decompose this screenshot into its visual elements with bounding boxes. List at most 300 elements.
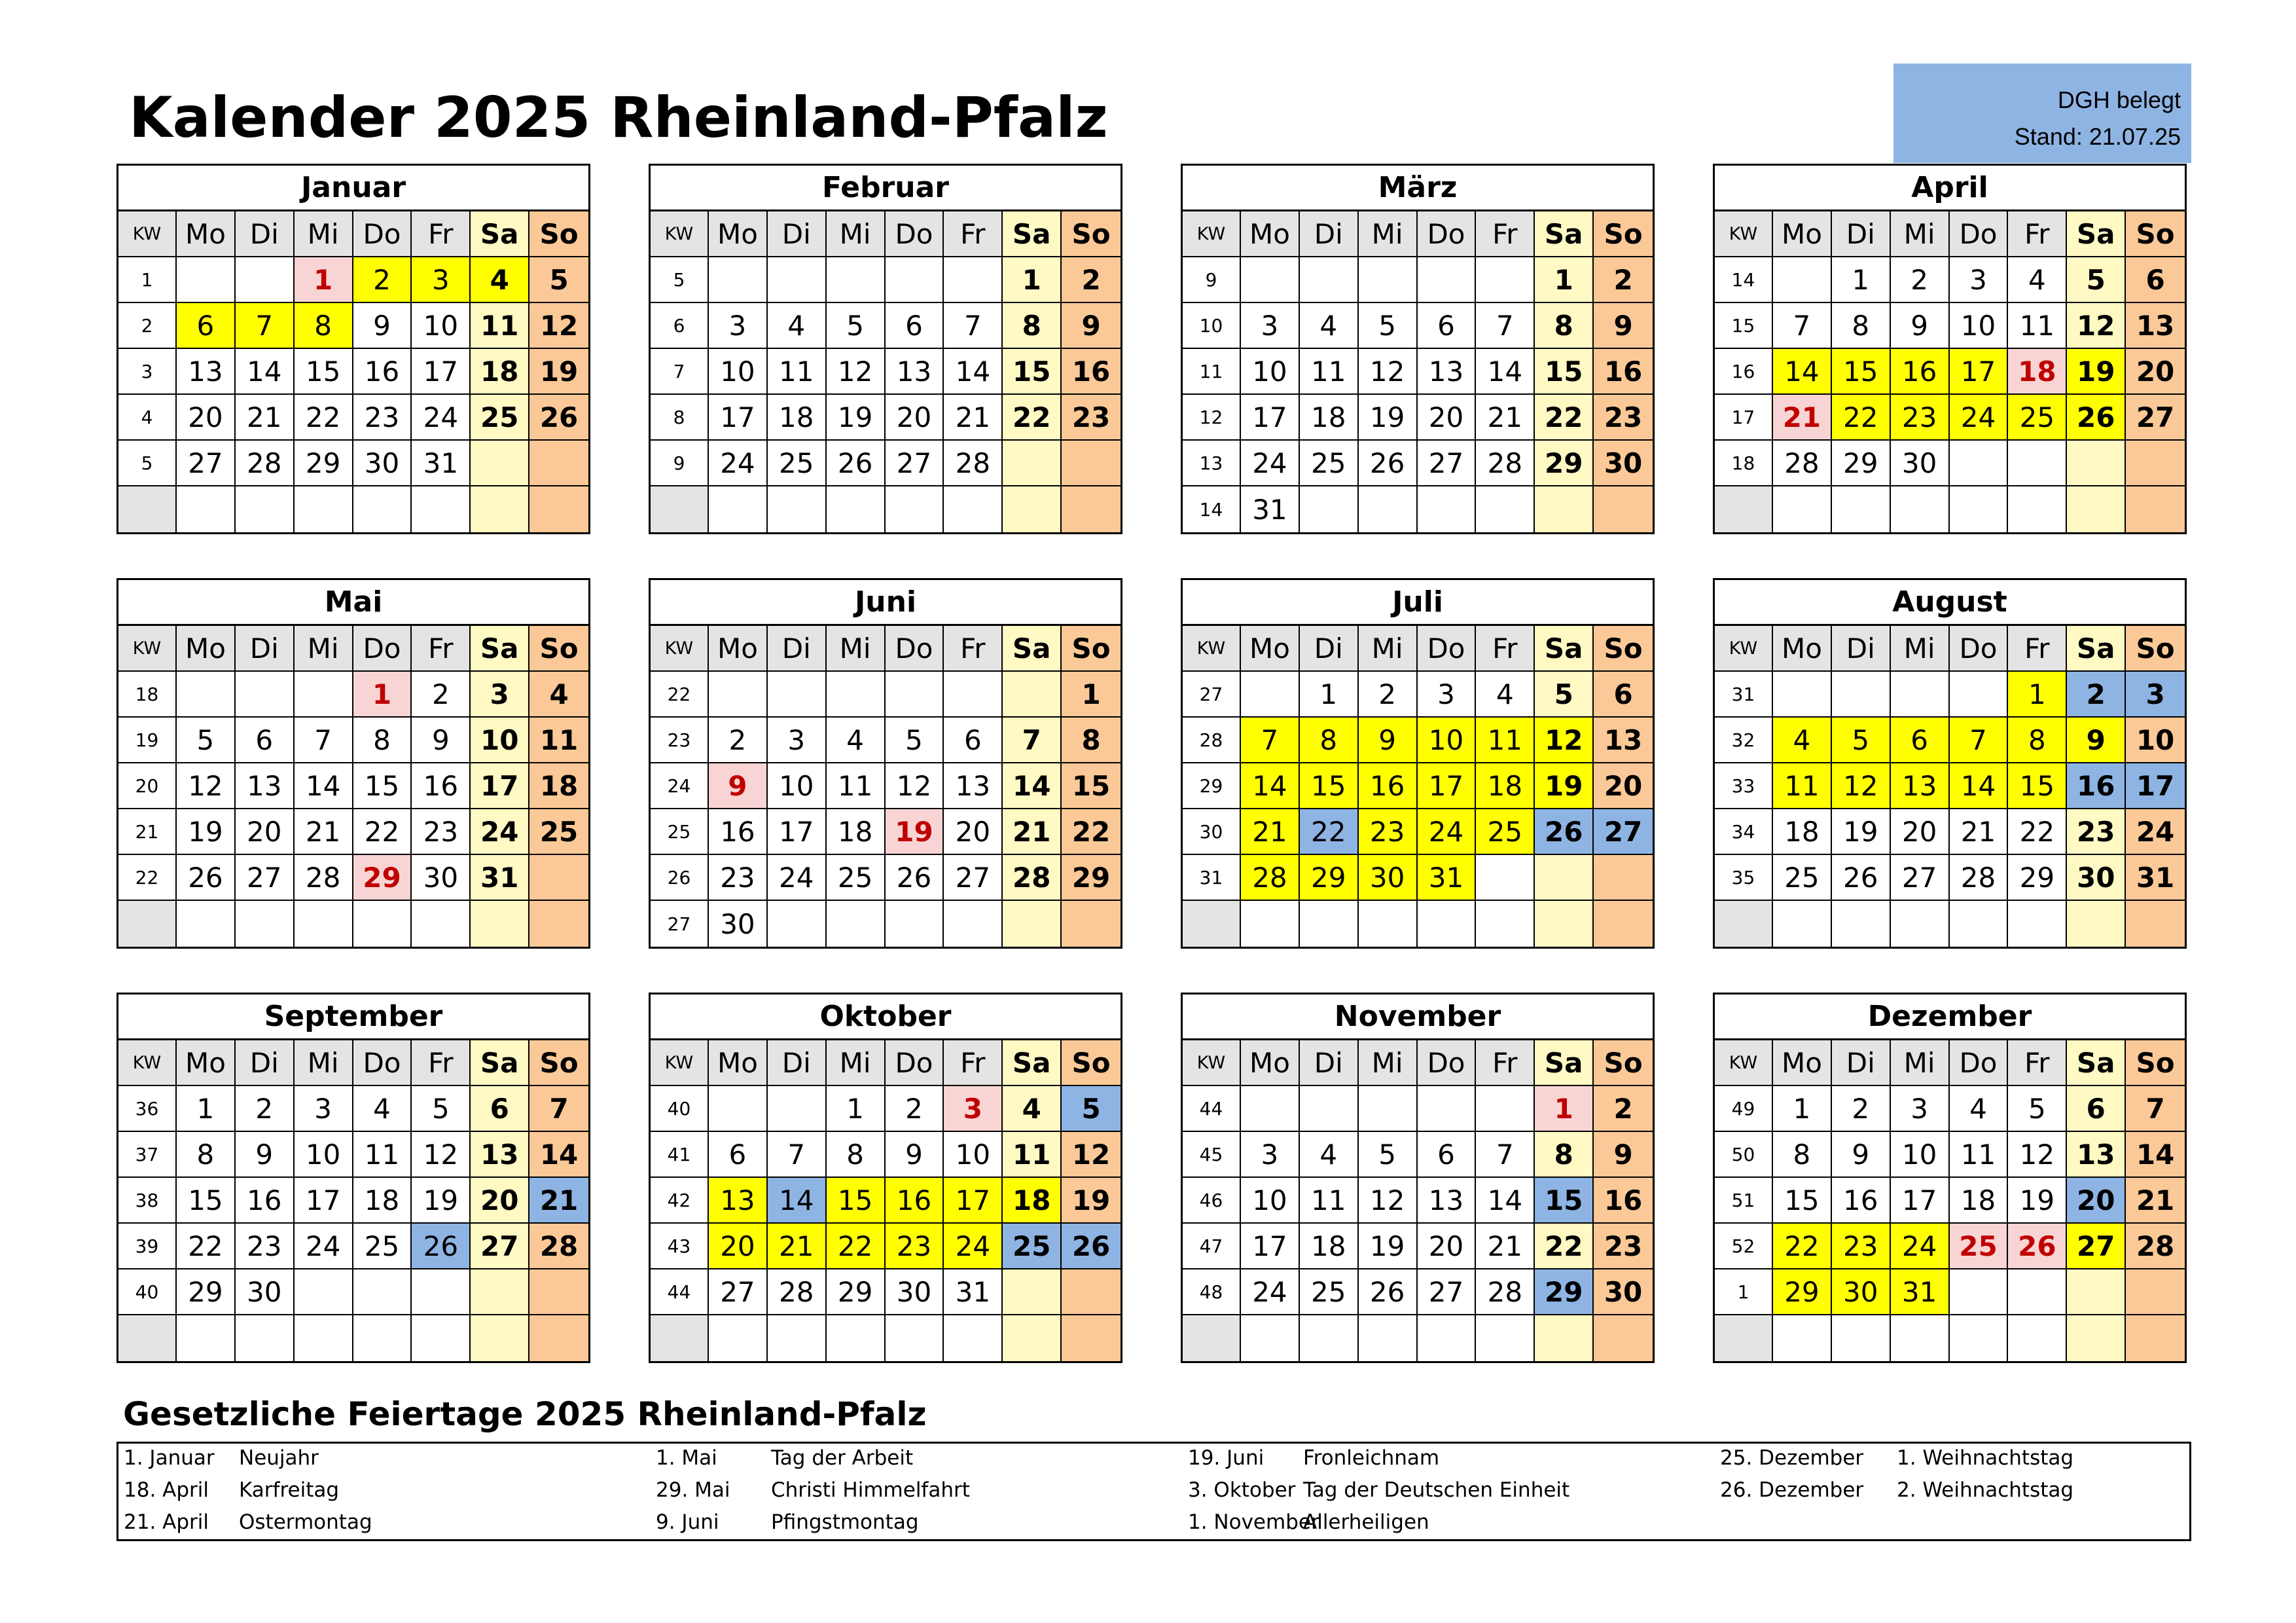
day-cell[interactable]: 16 xyxy=(1891,349,1950,395)
day-cell[interactable] xyxy=(1832,901,1891,947)
day-cell[interactable]: 18 xyxy=(1300,395,1359,441)
day-cell[interactable] xyxy=(529,855,588,901)
day-cell[interactable] xyxy=(1300,486,1359,532)
day-cell[interactable] xyxy=(2067,486,2126,532)
day-cell[interactable] xyxy=(2008,1315,2067,1361)
day-cell[interactable] xyxy=(1773,486,1832,532)
day-cell[interactable] xyxy=(1476,1315,1535,1361)
day-cell[interactable]: 4 xyxy=(1950,1086,2009,1132)
day-cell[interactable]: 7 xyxy=(236,303,295,349)
day-cell[interactable]: 29 xyxy=(353,855,412,901)
day-cell[interactable] xyxy=(1832,1315,1891,1361)
day-cell[interactable]: 18 xyxy=(827,809,886,855)
day-cell[interactable] xyxy=(827,672,886,718)
day-cell[interactable]: 30 xyxy=(886,1269,944,1315)
day-cell[interactable]: 1 xyxy=(1300,672,1359,718)
day-cell[interactable]: 10 xyxy=(1241,1178,1300,1224)
day-cell[interactable]: 28 xyxy=(1476,1269,1535,1315)
day-cell[interactable]: 20 xyxy=(236,809,295,855)
day-cell[interactable]: 17 xyxy=(2126,763,2185,809)
day-cell[interactable]: 2 xyxy=(1594,1086,1653,1132)
day-cell[interactable]: 21 xyxy=(236,395,295,441)
day-cell[interactable]: 26 xyxy=(529,395,588,441)
day-cell[interactable]: 12 xyxy=(2067,303,2126,349)
day-cell[interactable]: 5 xyxy=(1535,672,1594,718)
day-cell[interactable] xyxy=(236,257,295,303)
day-cell[interactable] xyxy=(1891,1315,1950,1361)
day-cell[interactable]: 16 xyxy=(1062,349,1121,395)
day-cell[interactable]: 15 xyxy=(1062,763,1121,809)
day-cell[interactable]: 17 xyxy=(1241,1224,1300,1269)
day-cell[interactable]: 12 xyxy=(886,763,944,809)
day-cell[interactable]: 3 xyxy=(1950,257,2009,303)
day-cell[interactable]: 20 xyxy=(886,395,944,441)
day-cell[interactable] xyxy=(1062,486,1121,532)
day-cell[interactable]: 9 xyxy=(1062,303,1121,349)
day-cell[interactable] xyxy=(1832,486,1891,532)
day-cell[interactable] xyxy=(1062,441,1121,486)
day-cell[interactable]: 24 xyxy=(1891,1224,1950,1269)
day-cell[interactable]: 11 xyxy=(1950,1132,2009,1178)
day-cell[interactable] xyxy=(295,901,353,947)
day-cell[interactable] xyxy=(1418,257,1477,303)
day-cell[interactable]: 5 xyxy=(886,718,944,763)
day-cell[interactable]: 24 xyxy=(2126,809,2185,855)
day-cell[interactable]: 2 xyxy=(1359,672,1418,718)
day-cell[interactable]: 3 xyxy=(412,257,471,303)
day-cell[interactable] xyxy=(353,486,412,532)
day-cell[interactable] xyxy=(177,257,236,303)
day-cell[interactable]: 18 xyxy=(768,395,827,441)
day-cell[interactable]: 28 xyxy=(768,1269,827,1315)
day-cell[interactable]: 14 xyxy=(1241,763,1300,809)
day-cell[interactable] xyxy=(529,1269,588,1315)
day-cell[interactable] xyxy=(353,901,412,947)
day-cell[interactable]: 6 xyxy=(1418,303,1477,349)
day-cell[interactable] xyxy=(1535,486,1594,532)
day-cell[interactable]: 28 xyxy=(1241,855,1300,901)
day-cell[interactable] xyxy=(529,901,588,947)
day-cell[interactable]: 16 xyxy=(412,763,471,809)
day-cell[interactable] xyxy=(1950,486,2009,532)
day-cell[interactable]: 21 xyxy=(944,395,1003,441)
day-cell[interactable]: 2 xyxy=(236,1086,295,1132)
day-cell[interactable] xyxy=(1241,672,1300,718)
day-cell[interactable]: 16 xyxy=(1594,1178,1653,1224)
day-cell[interactable]: 3 xyxy=(944,1086,1003,1132)
day-cell[interactable] xyxy=(471,1315,529,1361)
day-cell[interactable] xyxy=(709,1315,768,1361)
day-cell[interactable]: 15 xyxy=(1832,349,1891,395)
day-cell[interactable]: 10 xyxy=(1241,349,1300,395)
day-cell[interactable]: 12 xyxy=(412,1132,471,1178)
day-cell[interactable]: 1 xyxy=(295,257,353,303)
day-cell[interactable]: 13 xyxy=(1418,1178,1477,1224)
day-cell[interactable]: 8 xyxy=(353,718,412,763)
day-cell[interactable]: 31 xyxy=(1241,486,1300,532)
day-cell[interactable]: 5 xyxy=(827,303,886,349)
day-cell[interactable] xyxy=(1359,257,1418,303)
day-cell[interactable]: 27 xyxy=(2126,395,2185,441)
day-cell[interactable] xyxy=(529,486,588,532)
day-cell[interactable]: 29 xyxy=(1535,441,1594,486)
day-cell[interactable]: 2 xyxy=(412,672,471,718)
day-cell[interactable] xyxy=(2008,1269,2067,1315)
day-cell[interactable]: 8 xyxy=(1773,1132,1832,1178)
day-cell[interactable] xyxy=(768,901,827,947)
day-cell[interactable]: 13 xyxy=(1594,718,1653,763)
day-cell[interactable]: 28 xyxy=(236,441,295,486)
day-cell[interactable]: 30 xyxy=(709,901,768,947)
day-cell[interactable]: 1 xyxy=(2008,672,2067,718)
day-cell[interactable]: 16 xyxy=(1594,349,1653,395)
day-cell[interactable] xyxy=(471,441,529,486)
day-cell[interactable] xyxy=(2126,1315,2185,1361)
day-cell[interactable]: 17 xyxy=(1241,395,1300,441)
day-cell[interactable]: 1 xyxy=(1773,1086,1832,1132)
day-cell[interactable]: 18 xyxy=(1003,1178,1062,1224)
day-cell[interactable] xyxy=(1300,1315,1359,1361)
day-cell[interactable]: 10 xyxy=(1418,718,1477,763)
day-cell[interactable]: 30 xyxy=(1832,1269,1891,1315)
day-cell[interactable]: 1 xyxy=(1832,257,1891,303)
day-cell[interactable] xyxy=(353,1315,412,1361)
day-cell[interactable]: 22 xyxy=(1535,395,1594,441)
day-cell[interactable]: 8 xyxy=(1832,303,1891,349)
day-cell[interactable] xyxy=(768,486,827,532)
day-cell[interactable]: 17 xyxy=(1418,763,1477,809)
day-cell[interactable] xyxy=(1594,1315,1653,1361)
day-cell[interactable] xyxy=(1418,1315,1477,1361)
day-cell[interactable]: 14 xyxy=(768,1178,827,1224)
day-cell[interactable]: 10 xyxy=(709,349,768,395)
day-cell[interactable]: 9 xyxy=(412,718,471,763)
day-cell[interactable]: 7 xyxy=(295,718,353,763)
day-cell[interactable]: 15 xyxy=(353,763,412,809)
day-cell[interactable]: 26 xyxy=(2067,395,2126,441)
day-cell[interactable]: 7 xyxy=(1476,1132,1535,1178)
day-cell[interactable] xyxy=(412,486,471,532)
day-cell[interactable]: 22 xyxy=(827,1224,886,1269)
day-cell[interactable]: 7 xyxy=(1950,718,2009,763)
day-cell[interactable] xyxy=(827,257,886,303)
day-cell[interactable]: 2 xyxy=(886,1086,944,1132)
day-cell[interactable]: 7 xyxy=(529,1086,588,1132)
day-cell[interactable]: 27 xyxy=(1594,809,1653,855)
day-cell[interactable]: 17 xyxy=(768,809,827,855)
day-cell[interactable] xyxy=(886,1315,944,1361)
day-cell[interactable]: 19 xyxy=(412,1178,471,1224)
day-cell[interactable]: 4 xyxy=(768,303,827,349)
day-cell[interactable]: 21 xyxy=(1950,809,2009,855)
day-cell[interactable]: 30 xyxy=(1891,441,1950,486)
day-cell[interactable] xyxy=(1891,672,1950,718)
day-cell[interactable]: 6 xyxy=(177,303,236,349)
day-cell[interactable]: 26 xyxy=(1359,1269,1418,1315)
day-cell[interactable]: 15 xyxy=(1773,1178,1832,1224)
day-cell[interactable]: 22 xyxy=(177,1224,236,1269)
day-cell[interactable]: 26 xyxy=(886,855,944,901)
day-cell[interactable]: 28 xyxy=(295,855,353,901)
day-cell[interactable]: 29 xyxy=(1535,1269,1594,1315)
day-cell[interactable] xyxy=(236,1315,295,1361)
day-cell[interactable]: 12 xyxy=(1359,1178,1418,1224)
day-cell[interactable]: 8 xyxy=(177,1132,236,1178)
day-cell[interactable]: 12 xyxy=(1359,349,1418,395)
day-cell[interactable]: 9 xyxy=(1594,1132,1653,1178)
day-cell[interactable]: 1 xyxy=(1535,257,1594,303)
day-cell[interactable]: 21 xyxy=(529,1178,588,1224)
day-cell[interactable]: 24 xyxy=(471,809,529,855)
day-cell[interactable]: 25 xyxy=(1300,441,1359,486)
day-cell[interactable]: 20 xyxy=(471,1178,529,1224)
day-cell[interactable]: 3 xyxy=(295,1086,353,1132)
day-cell[interactable]: 23 xyxy=(2067,809,2126,855)
day-cell[interactable]: 15 xyxy=(295,349,353,395)
day-cell[interactable]: 17 xyxy=(1950,349,2009,395)
day-cell[interactable] xyxy=(886,486,944,532)
day-cell[interactable]: 19 xyxy=(2067,349,2126,395)
day-cell[interactable]: 27 xyxy=(1891,855,1950,901)
day-cell[interactable] xyxy=(1003,1315,1062,1361)
day-cell[interactable]: 1 xyxy=(1535,1086,1594,1132)
day-cell[interactable]: 13 xyxy=(177,349,236,395)
day-cell[interactable]: 9 xyxy=(1594,303,1653,349)
day-cell[interactable]: 18 xyxy=(529,763,588,809)
day-cell[interactable] xyxy=(1359,901,1418,947)
day-cell[interactable]: 11 xyxy=(2008,303,2067,349)
day-cell[interactable]: 19 xyxy=(1832,809,1891,855)
day-cell[interactable] xyxy=(1241,901,1300,947)
day-cell[interactable]: 24 xyxy=(768,855,827,901)
day-cell[interactable]: 27 xyxy=(886,441,944,486)
day-cell[interactable]: 21 xyxy=(2126,1178,2185,1224)
day-cell[interactable]: 5 xyxy=(412,1086,471,1132)
day-cell[interactable]: 22 xyxy=(1832,395,1891,441)
day-cell[interactable]: 27 xyxy=(1418,1269,1477,1315)
day-cell[interactable]: 2 xyxy=(1594,257,1653,303)
day-cell[interactable]: 13 xyxy=(944,763,1003,809)
day-cell[interactable] xyxy=(295,1269,353,1315)
day-cell[interactable] xyxy=(2126,486,2185,532)
day-cell[interactable] xyxy=(768,1086,827,1132)
day-cell[interactable] xyxy=(1062,901,1121,947)
day-cell[interactable]: 23 xyxy=(1832,1224,1891,1269)
day-cell[interactable]: 3 xyxy=(768,718,827,763)
day-cell[interactable] xyxy=(944,901,1003,947)
day-cell[interactable] xyxy=(886,672,944,718)
day-cell[interactable] xyxy=(709,1086,768,1132)
day-cell[interactable]: 29 xyxy=(1062,855,1121,901)
day-cell[interactable]: 1 xyxy=(1062,672,1121,718)
day-cell[interactable] xyxy=(1950,441,2009,486)
day-cell[interactable]: 5 xyxy=(177,718,236,763)
day-cell[interactable]: 29 xyxy=(827,1269,886,1315)
day-cell[interactable] xyxy=(886,257,944,303)
day-cell[interactable]: 14 xyxy=(1476,349,1535,395)
day-cell[interactable]: 24 xyxy=(709,441,768,486)
day-cell[interactable] xyxy=(2126,901,2185,947)
day-cell[interactable]: 8 xyxy=(827,1132,886,1178)
day-cell[interactable]: 1 xyxy=(353,672,412,718)
day-cell[interactable]: 1 xyxy=(1003,257,1062,303)
day-cell[interactable] xyxy=(709,257,768,303)
day-cell[interactable]: 23 xyxy=(1062,395,1121,441)
day-cell[interactable]: 26 xyxy=(1832,855,1891,901)
day-cell[interactable]: 28 xyxy=(1003,855,1062,901)
day-cell[interactable]: 22 xyxy=(2008,809,2067,855)
day-cell[interactable] xyxy=(1476,257,1535,303)
day-cell[interactable] xyxy=(236,672,295,718)
day-cell[interactable]: 20 xyxy=(1418,395,1477,441)
day-cell[interactable]: 16 xyxy=(353,349,412,395)
day-cell[interactable]: 27 xyxy=(709,1269,768,1315)
day-cell[interactable] xyxy=(177,1315,236,1361)
day-cell[interactable]: 4 xyxy=(827,718,886,763)
day-cell[interactable]: 4 xyxy=(2008,257,2067,303)
day-cell[interactable]: 3 xyxy=(2126,672,2185,718)
day-cell[interactable]: 31 xyxy=(1418,855,1477,901)
day-cell[interactable]: 6 xyxy=(471,1086,529,1132)
day-cell[interactable] xyxy=(2126,441,2185,486)
day-cell[interactable] xyxy=(827,1315,886,1361)
day-cell[interactable]: 22 xyxy=(1062,809,1121,855)
day-cell[interactable]: 13 xyxy=(236,763,295,809)
day-cell[interactable]: 22 xyxy=(1773,1224,1832,1269)
day-cell[interactable] xyxy=(295,486,353,532)
day-cell[interactable]: 20 xyxy=(944,809,1003,855)
day-cell[interactable]: 3 xyxy=(1241,303,1300,349)
day-cell[interactable]: 31 xyxy=(944,1269,1003,1315)
day-cell[interactable]: 20 xyxy=(2067,1178,2126,1224)
day-cell[interactable]: 4 xyxy=(1476,672,1535,718)
day-cell[interactable]: 4 xyxy=(471,257,529,303)
day-cell[interactable] xyxy=(1773,1315,1832,1361)
day-cell[interactable] xyxy=(295,672,353,718)
day-cell[interactable]: 20 xyxy=(1891,809,1950,855)
day-cell[interactable] xyxy=(471,486,529,532)
day-cell[interactable]: 21 xyxy=(1241,809,1300,855)
day-cell[interactable]: 7 xyxy=(944,303,1003,349)
day-cell[interactable]: 29 xyxy=(177,1269,236,1315)
day-cell[interactable]: 5 xyxy=(2008,1086,2067,1132)
day-cell[interactable] xyxy=(1594,486,1653,532)
day-cell[interactable]: 23 xyxy=(412,809,471,855)
day-cell[interactable] xyxy=(1891,901,1950,947)
day-cell[interactable]: 7 xyxy=(1773,303,1832,349)
day-cell[interactable]: 24 xyxy=(1950,395,2009,441)
day-cell[interactable]: 17 xyxy=(1891,1178,1950,1224)
day-cell[interactable] xyxy=(1003,486,1062,532)
day-cell[interactable]: 9 xyxy=(709,763,768,809)
day-cell[interactable] xyxy=(886,901,944,947)
day-cell[interactable]: 26 xyxy=(177,855,236,901)
day-cell[interactable]: 25 xyxy=(1300,1269,1359,1315)
day-cell[interactable] xyxy=(1950,1315,2009,1361)
day-cell[interactable] xyxy=(944,672,1003,718)
day-cell[interactable]: 11 xyxy=(471,303,529,349)
day-cell[interactable]: 16 xyxy=(1359,763,1418,809)
day-cell[interactable]: 27 xyxy=(236,855,295,901)
day-cell[interactable]: 8 xyxy=(1535,1132,1594,1178)
day-cell[interactable]: 13 xyxy=(709,1178,768,1224)
day-cell[interactable]: 28 xyxy=(2126,1224,2185,1269)
day-cell[interactable]: 19 xyxy=(827,395,886,441)
day-cell[interactable]: 5 xyxy=(1359,1132,1418,1178)
day-cell[interactable]: 14 xyxy=(1773,349,1832,395)
day-cell[interactable]: 16 xyxy=(886,1178,944,1224)
day-cell[interactable]: 2 xyxy=(709,718,768,763)
day-cell[interactable]: 26 xyxy=(2008,1224,2067,1269)
day-cell[interactable] xyxy=(2067,1269,2126,1315)
day-cell[interactable]: 25 xyxy=(1476,809,1535,855)
day-cell[interactable]: 6 xyxy=(2126,257,2185,303)
day-cell[interactable]: 7 xyxy=(1476,303,1535,349)
day-cell[interactable]: 10 xyxy=(1891,1132,1950,1178)
day-cell[interactable] xyxy=(2067,441,2126,486)
day-cell[interactable]: 19 xyxy=(1062,1178,1121,1224)
day-cell[interactable]: 11 xyxy=(353,1132,412,1178)
day-cell[interactable]: 27 xyxy=(2067,1224,2126,1269)
day-cell[interactable]: 28 xyxy=(944,441,1003,486)
day-cell[interactable] xyxy=(1359,1086,1418,1132)
day-cell[interactable]: 21 xyxy=(768,1224,827,1269)
day-cell[interactable]: 22 xyxy=(1300,809,1359,855)
day-cell[interactable] xyxy=(768,672,827,718)
day-cell[interactable] xyxy=(1950,672,2009,718)
day-cell[interactable]: 25 xyxy=(768,441,827,486)
day-cell[interactable]: 24 xyxy=(412,395,471,441)
day-cell[interactable]: 22 xyxy=(353,809,412,855)
day-cell[interactable]: 20 xyxy=(1594,763,1653,809)
day-cell[interactable]: 5 xyxy=(1062,1086,1121,1132)
day-cell[interactable] xyxy=(768,1315,827,1361)
day-cell[interactable]: 11 xyxy=(827,763,886,809)
day-cell[interactable]: 9 xyxy=(1832,1132,1891,1178)
day-cell[interactable]: 9 xyxy=(353,303,412,349)
day-cell[interactable]: 24 xyxy=(1418,809,1477,855)
day-cell[interactable]: 3 xyxy=(1241,1132,1300,1178)
day-cell[interactable]: 14 xyxy=(1950,763,2009,809)
day-cell[interactable] xyxy=(1003,901,1062,947)
day-cell[interactable]: 14 xyxy=(295,763,353,809)
day-cell[interactable]: 13 xyxy=(1891,763,1950,809)
day-cell[interactable]: 26 xyxy=(827,441,886,486)
day-cell[interactable]: 12 xyxy=(1062,1132,1121,1178)
day-cell[interactable]: 4 xyxy=(353,1086,412,1132)
day-cell[interactable]: 11 xyxy=(1300,1178,1359,1224)
day-cell[interactable]: 14 xyxy=(2126,1132,2185,1178)
day-cell[interactable] xyxy=(1003,672,1062,718)
day-cell[interactable]: 29 xyxy=(1300,855,1359,901)
day-cell[interactable]: 20 xyxy=(177,395,236,441)
day-cell[interactable] xyxy=(412,901,471,947)
day-cell[interactable]: 19 xyxy=(2008,1178,2067,1224)
day-cell[interactable]: 9 xyxy=(1359,718,1418,763)
day-cell[interactable] xyxy=(177,672,236,718)
day-cell[interactable]: 6 xyxy=(886,303,944,349)
day-cell[interactable] xyxy=(1476,486,1535,532)
day-cell[interactable]: 31 xyxy=(1891,1269,1950,1315)
day-cell[interactable]: 3 xyxy=(1418,672,1477,718)
day-cell[interactable]: 21 xyxy=(1476,395,1535,441)
day-cell[interactable]: 6 xyxy=(236,718,295,763)
day-cell[interactable]: 17 xyxy=(944,1178,1003,1224)
day-cell[interactable]: 11 xyxy=(1300,349,1359,395)
day-cell[interactable] xyxy=(768,257,827,303)
day-cell[interactable]: 31 xyxy=(2126,855,2185,901)
day-cell[interactable]: 2 xyxy=(353,257,412,303)
